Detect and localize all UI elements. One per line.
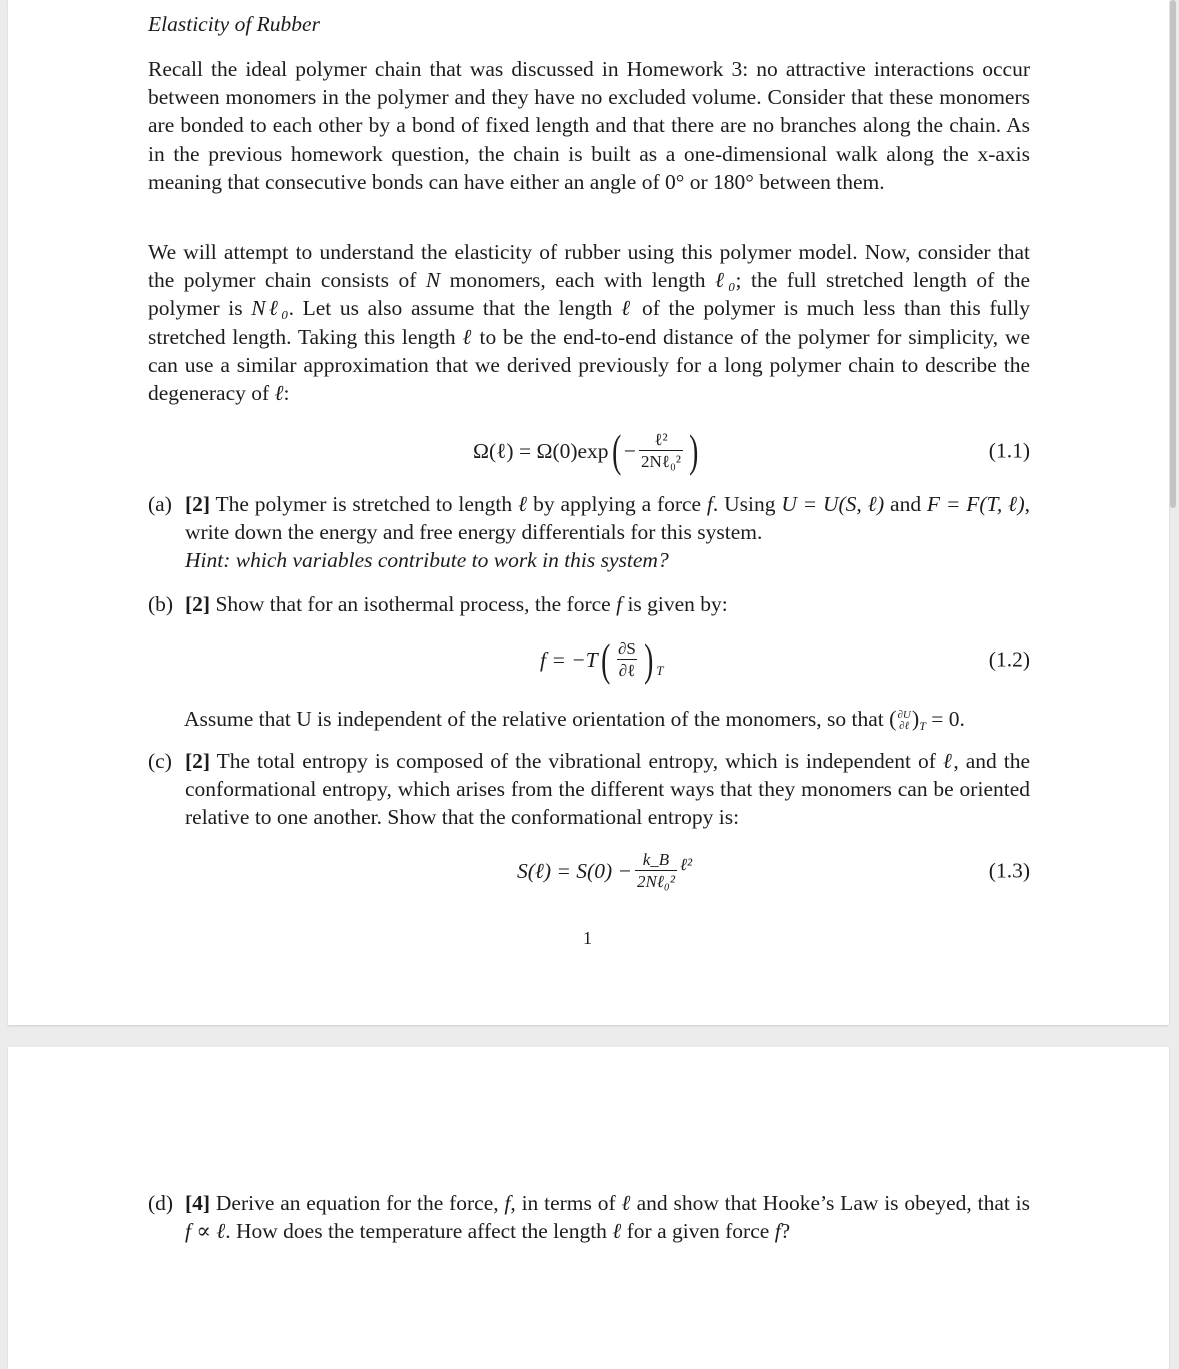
assumption-text: Assume that U is independent of the relative orientation of the monomers, so that ( ∂U ∂ℓ )$_T = 0$. (184, 706, 965, 733)
model-paragraph: We will attempt to understand the elasticity of rubber using this polymer model. Now, consider that the polymer chain consists of N monomers, each with length ℓ₀; the full stretched length of the polymer is Nℓ₀. Let us also assume that the length ℓ of the polymer is much less than this fully stretched length. Taking this length ℓ to be the end-to-end distance of the polymer for simplicity, we can use a similar approximation that we derived previously for a long polymer chain to describe the degeneracy of ℓ: (148, 240, 1031, 406)
equation-fraction: $\frac{\text{ℓ²}}{\text{2Nℓ₀²}}$ (641, 430, 681, 471)
question-a: (a) [2] The polymer is stretched to length ℓ by applying a force f. Using U = U(S, ℓ) and F = F(T, ℓ), write down the energy and free energy differentials for this system. Hint: which variables contribute to work in this system? (148, 492, 1030, 572)
equation-number: (1.2) (988, 647, 1030, 672)
document-page-2 (8, 1047, 1169, 1369)
scrollbar-thumb[interactable] (1170, 0, 1176, 508)
question-c: (c) [2] The total entropy is composed of the vibrational entropy, which is independent of ℓ, and the conformational entropy, which arises from the different ways that they monomers can be oriented relative to one another. Show that the conformational entropy is: (148, 749, 1030, 829)
document-page-1 (8, 0, 1169, 1025)
intro-paragraph: Recall the ideal polymer chain that was discussed in Homework 3: no attractive interactions occur between monomers in the polymer and they have no excluded volume. Consider that these monomers are bonded to each other by a bond of fixed length and that there are no branches along the chain. As in the previous homework question, the chain is built as a one-dimensional walk along the x-axis meaning that consecutive bonds can have either an angle of 0° or 180° between them. (148, 57, 1030, 194)
equation-1-2: f = −T ( $\frac{\partial S}{\text{∂ℓ}}$ ) T (1.2) (540, 634, 1030, 685)
equation-lhs: Ω(ℓ) = Ω(0)exp (473, 438, 609, 463)
equation-1-3: S(ℓ) = S(0) − $\frac{k\_B}{\text{2Nℓ₀²}}$ ℓ² (1.3) (517, 850, 1030, 891)
question-b: (b) [2] Show that for an isothermal process, the force f is given by: (148, 592, 728, 616)
equation-number: (1.1) (988, 438, 1030, 463)
page-number: 1 (583, 928, 592, 948)
hint-text: Hint: which variables contribute to work in this system? (185, 548, 669, 572)
question-d: (d) [4] Derive an equation for the force, f, in terms of ℓ and show that Hooke’s Law is obeyed, that is f ∝ ℓ. How does the temperature affect the length ℓ for a given force f? (148, 1191, 1030, 1243)
equation-1-1: Ω(ℓ) = Ω(0)exp ( − $\frac{\text{ℓ²}}{\text{2Nℓ₀²}}$ ) (1.1) (473, 425, 1030, 476)
equation-number: (1.3) (988, 858, 1030, 883)
document-title: Elasticity of Rubber (148, 12, 320, 36)
